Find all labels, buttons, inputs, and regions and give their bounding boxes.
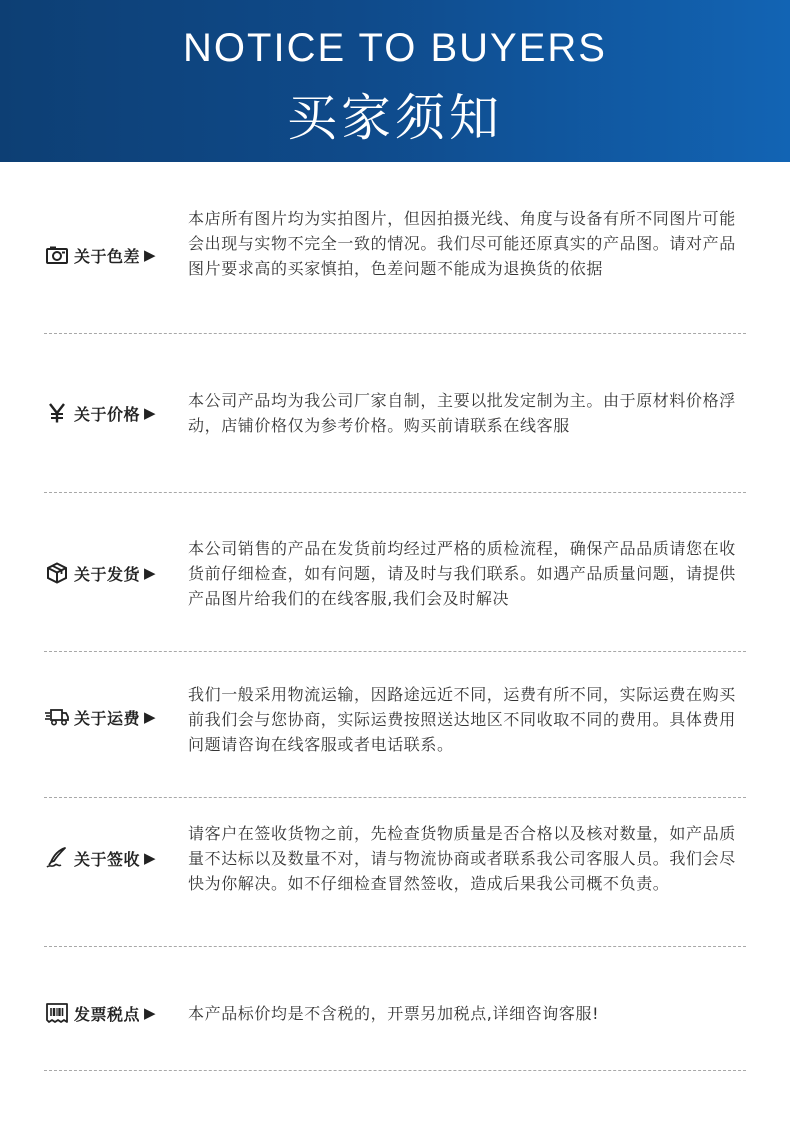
camera-icon [44,243,70,267]
section-label [44,243,156,267]
section-invoice-tax [44,1000,746,1026]
section-description: 本公司产品均为我公司厂家自制，主要以批发定制为主。由于原材料价格浮动，店铺价格仅为参考价格。购买前请联系在线客服 [188,391,736,435]
divider [44,797,746,798]
section-shipping [44,536,746,611]
section-description: 我们一般采用物流运输，因路途远近不同，运费有所不同，实际运费在购买前我们会与您协商，实际运费按照送达地区不同收取不同的费用。具体费用问题请咨询在线客服或者电话联系。 [188,685,736,754]
divider [44,1070,746,1071]
arrow-right-icon: ▶ [144,1004,156,1022]
section-title: 关于签收 [74,849,141,869]
section-sign-for [44,821,746,921]
divider [44,333,746,334]
section-description: 本店所有图片均为实拍图片，但因拍摄光线、角度与设备有所不同图片可能会出现与实物不完全一致的情况。我们尽可能还原真实的产品图。请对产品图片要求高的买家慎拍，色差问题不能成为退换货的依据 [188,209,736,278]
divider [44,492,746,493]
section-title: 关于价格 [74,404,141,424]
delivery-truck-icon [44,705,70,729]
section-color-difference [44,206,746,306]
yen-icon [44,401,70,425]
section-title: 关于发货 [74,564,141,584]
arrow-right-icon: ▶ [144,246,156,264]
arrow-right-icon: ▶ [144,849,156,867]
arrow-right-icon: ▶ [144,404,156,422]
section-label [44,846,156,870]
section-label [44,401,156,425]
invoice-icon [44,1001,70,1025]
section-label [44,561,156,585]
divider [44,946,746,947]
header-banner [0,0,790,162]
section-title: 关于色差 [74,246,141,266]
title-chinese: 买家须知 [287,89,503,147]
section-title: 关于运费 [74,708,141,728]
divider [44,651,746,652]
section-freight [44,682,746,757]
title-english: NOTICE TO BUYERS [183,26,607,70]
section-description: 本公司销售的产品在发货前均经过严格的质检流程，确保产品品质请您在收货前仔细检查，如有问题，请及时与我们联系。如遇产品质量问题，请提供产品图片给我们的在线客服,我们会及时解决 [188,539,736,608]
section-title: 发票税点 [74,1004,141,1024]
arrow-right-icon: ▶ [144,708,156,726]
section-label [44,705,156,729]
section-description: 请客户在签收货物之前，先检查货物质量是否合格以及核对数量，如产品质量不达标以及数量不对，请与物流协商或者联系我公司客服人员。我们会尽快为你解决。如不仔细检查冒然签收，造成后果我公司概不负责。 [188,824,736,893]
signature-pen-icon [44,846,70,870]
package-icon [44,561,70,585]
section-description: 本产品标价均是不含税的，开票另加税点,详细咨询客服! [188,1004,600,1023]
section-label [44,1001,156,1025]
section-price [44,388,746,438]
arrow-right-icon: ▶ [144,564,156,582]
